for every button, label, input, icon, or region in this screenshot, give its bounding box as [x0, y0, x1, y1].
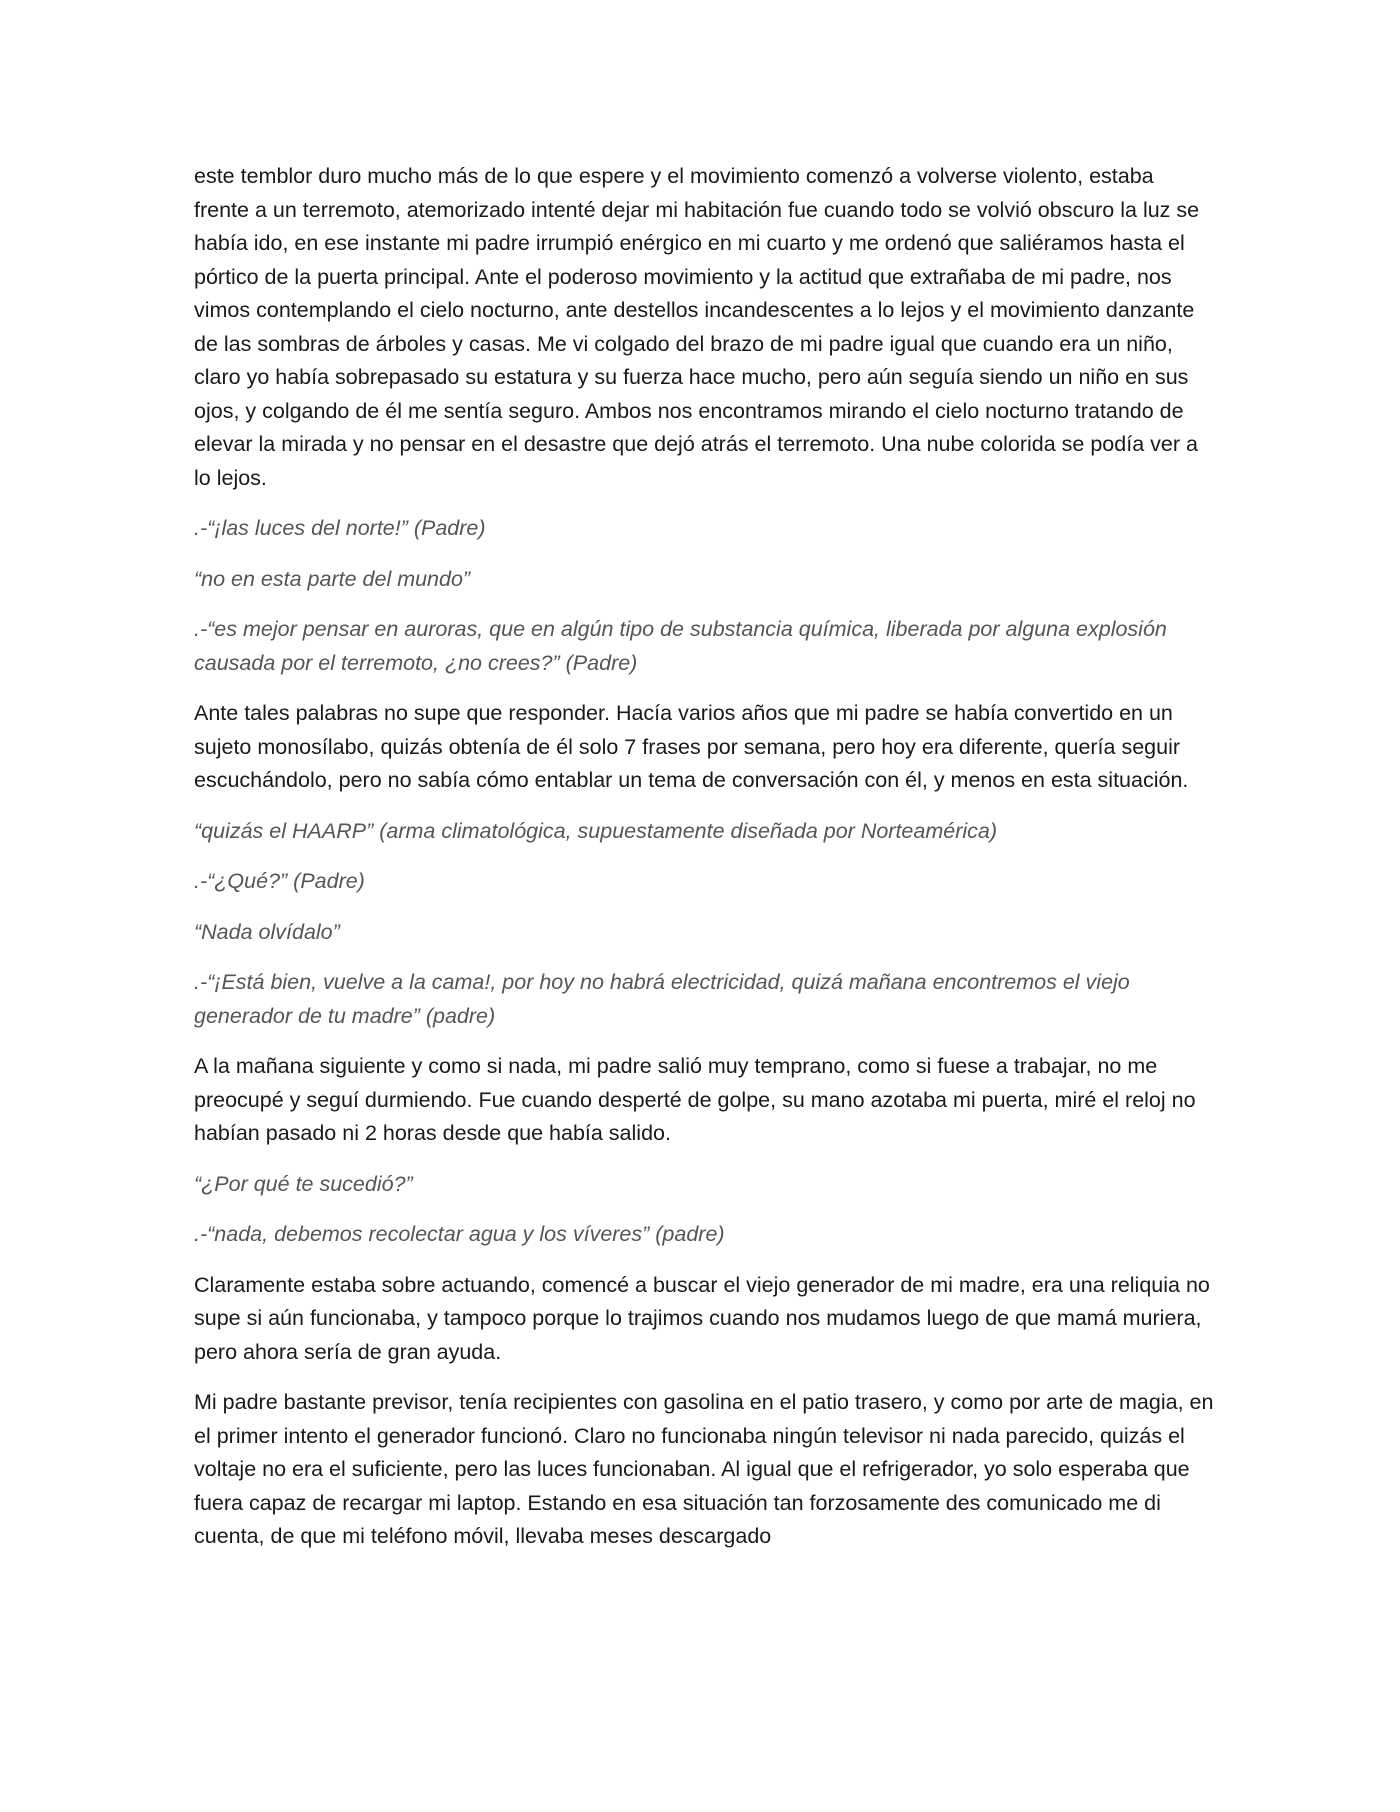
document-page [194, 160, 1214, 1571]
paragraph-gasoline: Mi padre bastante previsor, tenía recipientes con gasolina en el patio trasero, y como por arte de magia, en el primer intento el generador funcionó. Claro no funcionaba ningún televisor ni nada parecido, quizás el voltaje no era el suficiente, pero las luces funcionaban. Al igual que el refrigerador, yo solo esperaba que fuera capaz de recargar mi laptop. Estando en esa situación tan forzosamente des comunicado me di cuenta, de que mi teléfono móvil, llevaba meses descargado [194, 1390, 1214, 1548]
paragraph-earthquake: este temblor duro mucho más de lo que espere y el movimiento comenzó a volverse violento, estaba frente a un terremoto, atemorizado intenté dejar mi habitación fue cuando todo se volvió obscuro la luz se había ido, en ese instante mi padre irrumpió enérgico en mi cuarto y me ordenó que saliéramos hasta el pórtico de la puerta principal. Ante el poderoso movimiento y la actitud que extrañaba de mi padre, nos vimos contemplando el cielo nocturno, ante destellos incandescentes a lo lejos y el movimiento danzante de las sombras de árboles y casas. Me vi colgado del brazo de mi padre igual que cuando era un niño, claro yo había sobrepasado su estatura y su fuerza hace mucho, pero aún seguía siendo un niño en sus ojos, y colgando de él me sentía seguro. Ambos nos encontramos mirando el cielo nocturno tratando de elevar la mirada y no pensar en el desastre que dejó atrás el terremoto. Una nube colorida se podía ver a lo lejos. [194, 164, 1200, 490]
dialogue-line: .-“¿Qué?” (Padre) [194, 869, 365, 893]
dialogue-line: .-“¡Está bien, vuelve a la cama!, por hoy no habrá electricidad, quizá mañana encontremos el viejo generador de tu madre” (padre) [194, 970, 1130, 1028]
dialogue-line: .-“nada, debemos recolectar agua y los víveres” (padre) [194, 1222, 725, 1246]
dialogue-line: .-“¡las luces del norte!” (Padre) [194, 516, 486, 540]
paragraph-monosyllabic-father: Ante tales palabras no supe que responder. Hacía varios años que mi padre se había convertido en un sujeto monosílabo, quizás obtenía de él solo 7 frases por semana, pero hoy era diferente, quería seguir escuchándolo, pero no sabía cómo entablar un tema de conversación con él, y menos en esta situación. [194, 701, 1189, 792]
dialogue-line: “¿Por qué te sucedió?” [194, 1171, 413, 1196]
paragraph-generator: Claramente estaba sobre actuando, comencé a buscar el viejo generador de mi madre, era una reliquia no supe si aún funcionaba, y tampoco porque lo trajimos cuando nos mudamos luego de que mamá muriera, pero ahora sería de gran ayuda. [194, 1272, 1210, 1364]
dialogue-line: “quizás el HAARP” (arma climatológica, supuestamente diseñada por Norteamérica) [194, 818, 998, 843]
dialogue-line: “Nada olvídalo” [194, 919, 340, 944]
dialogue-line: .-“es mejor pensar en auroras, que en algún tipo de substancia química, liberada por alguna explosión causada por el terremoto, ¿no crees?” (Padre) [194, 617, 1167, 675]
dialogue-line: “no en esta parte del mundo” [194, 566, 471, 591]
paragraph-next-morning: A la mañana siguiente y como si nada, mi padre salió muy temprano, como si fuese a trabajar, no me preocupé y seguí durmiendo. Fue cuando desperté de golpe, su mano azotaba mi puerta, miré el reloj no habían pasado ni 2 horas desde que había salido. [194, 1054, 1196, 1145]
